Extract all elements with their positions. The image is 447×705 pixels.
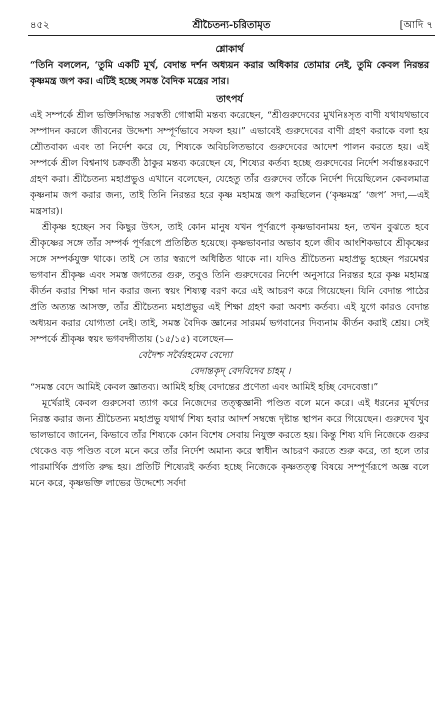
- book-title: শ্রীচৈতন্য-চরিতামৃত: [192, 20, 271, 31]
- page-header: [30, 18, 433, 34]
- purport-paragraph-1: এই সম্পর্কে শ্রীল ভক্তিসিদ্ধান্ত সরস্বতী গোস্বামী মন্তব্য করেছেন, “শ্রীগুরুদেবের মুখনিঃসৃত বাণী যথাযথভাবে সম্পাদন করলে জীবনের উদ্দেশ্য সম্পূর্ণভাবে সফল হয়।” এভাবেই গুরুদেবের বাণী গ্রহণ করাকে বলা হয় শ্রৌতবাক্য এবং তা নির্দেশ করে যে, শিষ্যকে অবিচলিতভাবে গুরুদেবের আদেশ পালন করতে হয়। এই সম্পর্কে শ্রীল বিশ্বনাথ চক্রবর্তী ঠাকুর মন্তব্য করেছেন যে, শিষ্যের কর্তব্য হচ্ছে গুরুদেবের নির্দেশ সর্বান্তঃকরণে গ্রহণ করা। শ্রীচৈতন্য মহাপ্রভুও এখানে বলেছেন, যেহেতু তাঁর গুরুদেব তাঁকে নির্দেশ দিয়েছিলেন কেবলমাত্র কৃষ্ণনাম জপ করার জন্য, তাই তিনি নিরন্তর হরে কৃষ্ণ মহামন্ত্র জপ করছিলেন (‘কৃষ্ণমন্ত্র’ ‘জপ’ সদা,—এই মন্ত্রসার)।: [30, 110, 429, 217]
- page-number: ৪৫২: [30, 20, 50, 31]
- chapter-ref: [আদি ৭: [399, 20, 433, 31]
- sanskrit-line-2: বেদান্তকৃদ্ বেদবিদেব চাহম্ ।: [190, 366, 291, 377]
- sanskrit-line-1: বেদৈশ্চ সর্বৈরহমেব বেদ্যো: [138, 350, 233, 361]
- tatparya-heading: তাৎপর্য: [216, 94, 243, 105]
- purport-paragraph-2: শ্রীকৃষ্ণ হচ্ছেন সব কিছুর উৎস, তাই কোন মানুষ যখন পূর্ণরূপে কৃষ্ণভাবনাময় হন, তখন বুঝতে হবে শ্রীকৃষ্ণের সঙ্গে তাঁর সম্পর্ক পূর্ণরূপে প্রতিষ্ঠিত হয়েছে। কৃষ্ণভাবনার অভাব হলে জীব আংশিকভাবে শ্রীকৃষ্ণের সঙ্গে সম্পর্কযুক্ত থাকে। তাই সে তার স্বরূপে অধিষ্ঠিত থাকে না। যদিও শ্রীচৈতন্য মহাপ্রভু হচ্ছেন পরমেশ্বর ভগবান শ্রীকৃষ্ণ এবং সমস্ত জগতের গুরু, তবুও তিনি গুরুদেবের নির্দেশ অনুসারে নিরন্তর হরে কৃষ্ণ মহামন্ত্র কীর্তন করার শিক্ষা দান করার জন্য স্বয়ং শিষ্যত্ব বরণ করে এই আচরণ করে গিয়েছেন। যিনি বেদান্ত পাঠের প্রতি অত্যন্ত আসক্ত, তাঁর শ্রীচৈতন্য মহাপ্রভুর এই শিক্ষা গ্রহণ করা অবশ্য কর্তব্য। এই যুগে কারও বেদান্ত অধ্যয়ন করার যোগ্যতা নেই। তাই, সমস্ত বৈদিক জ্ঞানের সারমর্ম ভগবানের দিব্যনাম কীর্তন করাই শ্রেয়। সেই সম্পর্কে শ্রীকৃষ্ণ স্বয়ং ভগবদ্গীতায় (১৫/১৫) বলেছেন—: [30, 222, 429, 345]
- slokartha-heading: শ্লোকার্থ: [215, 44, 244, 55]
- purport-paragraph-3: মূর্খেরাই কেবল গুরুসেবা ত্যাগ করে নিজেদের তত্ত্বজ্ঞানী পণ্ডিত বলে মনে করে। এই ধরনের মূর্খদের নিরস্ত করার জন্য শ্রীচৈতন্য মহাপ্রভু যথার্থ শিষ্য হবার আদর্শ সম্বন্ধে দৃষ্টান্ত স্থাপন করে গিয়েছেন। গুরুদেব খুব ভালভাবে জানেন, কিভাবে তাঁর শিষ্যকে কোন বিশেষ সেবায় নিযুক্ত করতে হয়। কিন্তু শিষ্য যদি নিজেকে গুরুর থেকেও বড় পণ্ডিত বলে মনে করে তাঁর নির্দেশ অমান্য করে স্বাধীন আচরণ করতে শুরু করে, তা হলে তার পারমার্থিক প্রগতি রুদ্ধ হয়। প্রতিটি শিষ্যেরই কর্তব্য হচ্ছে নিজেকে কৃষ্ণতত্ত্ব বিষয়ে সম্পূর্ণরূপে অজ্ঞ বলে মনে করে, কৃষ্ণভক্তি লাভের উদ্দেশ্যে সর্বদা: [30, 398, 429, 489]
- verse-translation: “তিনি বললেন, ‘তুমি একটি মূর্খ, বেদান্ত দর্শন অধ্যয়ন করার অধিকার তোমার নেই, তুমি কেবল নিরন্তর কৃষ্ণমন্ত্র জপ কর। এটিই হচ্ছে সমস্ত বৈদিক মন্ত্রের সার।: [30, 60, 429, 87]
- sanskrit-translation: “সমস্ত বেদে আমিই কেবল জ্ঞাতব্য। আমিই হচ্ছি বেদান্তের প্রণেতা এবং আমিই হচ্ছি বেদবেত্তা।”: [30, 382, 379, 393]
- header-rule: [28, 35, 435, 36]
- page-body: [30, 40, 429, 492]
